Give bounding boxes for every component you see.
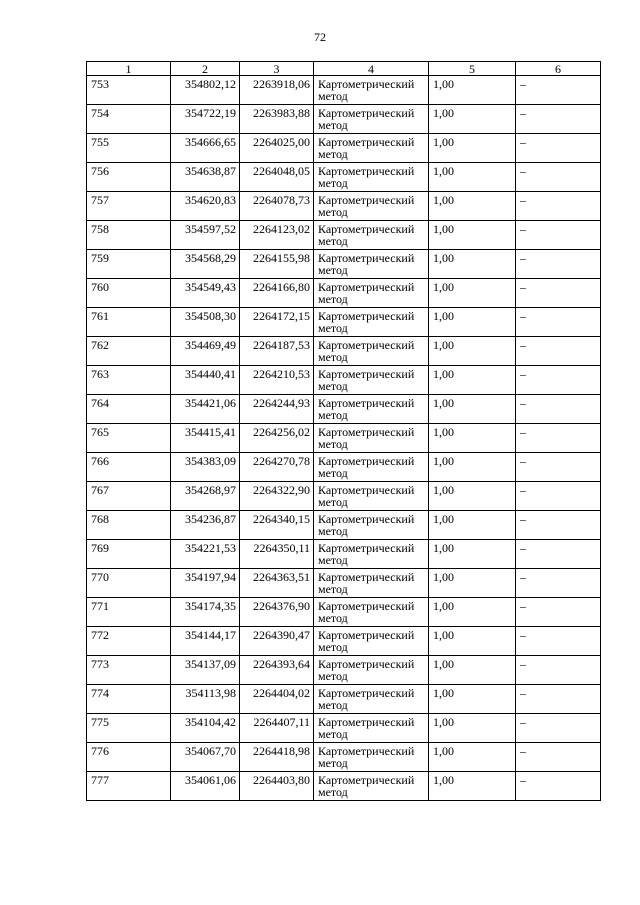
y-coordinate-cell: 2264340,15 xyxy=(240,511,314,540)
accuracy-cell: 1,00 xyxy=(429,714,516,743)
accuracy-cell: 1,00 xyxy=(429,627,516,656)
table-row xyxy=(87,192,601,221)
column-header: 1 xyxy=(87,62,171,76)
accuracy-cell: 1,00 xyxy=(429,656,516,685)
method-cell: Картометрический метод xyxy=(314,337,429,366)
method-cell: Картометрический метод xyxy=(314,76,429,105)
note-cell: – xyxy=(516,540,601,569)
method-cell: Картометрический метод xyxy=(314,366,429,395)
note-cell: – xyxy=(516,337,601,366)
method-cell: Картометрический метод xyxy=(314,192,429,221)
y-coordinate-cell: 2264418,98 xyxy=(240,743,314,772)
point-number-cell: 768 xyxy=(87,511,171,540)
table-row xyxy=(87,627,601,656)
accuracy-cell: 1,00 xyxy=(429,685,516,714)
note-cell: – xyxy=(516,250,601,279)
y-coordinate-cell: 2263983,88 xyxy=(240,105,314,134)
table-header xyxy=(87,62,601,76)
y-coordinate-cell: 2264403,80 xyxy=(240,772,314,801)
accuracy-cell: 1,00 xyxy=(429,453,516,482)
table-row xyxy=(87,134,601,163)
method-cell: Картометрический метод xyxy=(314,598,429,627)
note-cell: – xyxy=(516,598,601,627)
table-row xyxy=(87,656,601,685)
method-cell: Картометрический метод xyxy=(314,105,429,134)
y-coordinate-cell: 2264363,51 xyxy=(240,569,314,598)
point-number-cell: 770 xyxy=(87,569,171,598)
y-coordinate-cell: 2264244,93 xyxy=(240,395,314,424)
note-cell: – xyxy=(516,163,601,192)
point-number-cell: 774 xyxy=(87,685,171,714)
method-cell: Картометрический метод xyxy=(314,279,429,308)
y-coordinate-cell: 2264256,02 xyxy=(240,424,314,453)
note-cell: – xyxy=(516,105,601,134)
y-coordinate-cell: 2264123,02 xyxy=(240,221,314,250)
y-coordinate-cell: 2264078,73 xyxy=(240,192,314,221)
note-cell: – xyxy=(516,424,601,453)
point-number-cell: 765 xyxy=(87,424,171,453)
note-cell: – xyxy=(516,366,601,395)
table-row xyxy=(87,511,601,540)
y-coordinate-cell: 2264376,90 xyxy=(240,598,314,627)
note-cell: – xyxy=(516,627,601,656)
x-coordinate-cell: 354061,06 xyxy=(171,772,240,801)
accuracy-cell: 1,00 xyxy=(429,540,516,569)
column-header: 4 xyxy=(314,62,429,76)
x-coordinate-cell: 354236,87 xyxy=(171,511,240,540)
x-coordinate-cell: 354221,53 xyxy=(171,540,240,569)
point-number-cell: 777 xyxy=(87,772,171,801)
point-number-cell: 761 xyxy=(87,308,171,337)
point-number-cell: 757 xyxy=(87,192,171,221)
x-coordinate-cell: 354802,12 xyxy=(171,76,240,105)
note-cell: – xyxy=(516,482,601,511)
method-cell: Картометрический метод xyxy=(314,308,429,337)
x-coordinate-cell: 354113,98 xyxy=(171,685,240,714)
x-coordinate-cell: 354549,43 xyxy=(171,279,240,308)
x-coordinate-cell: 354104,42 xyxy=(171,714,240,743)
accuracy-cell: 1,00 xyxy=(429,395,516,424)
x-coordinate-cell: 354415,41 xyxy=(171,424,240,453)
accuracy-cell: 1,00 xyxy=(429,105,516,134)
table-row xyxy=(87,221,601,250)
accuracy-cell: 1,00 xyxy=(429,772,516,801)
note-cell: – xyxy=(516,134,601,163)
table-row xyxy=(87,685,601,714)
y-coordinate-cell: 2264404,02 xyxy=(240,685,314,714)
note-cell: – xyxy=(516,685,601,714)
x-coordinate-cell: 354137,09 xyxy=(171,656,240,685)
y-coordinate-cell: 2264210,53 xyxy=(240,366,314,395)
coordinates-table xyxy=(86,61,601,801)
note-cell: – xyxy=(516,453,601,482)
accuracy-cell: 1,00 xyxy=(429,424,516,453)
method-cell: Картометрический метод xyxy=(314,511,429,540)
point-number-cell: 753 xyxy=(87,76,171,105)
point-number-cell: 767 xyxy=(87,482,171,511)
method-cell: Картометрический метод xyxy=(314,250,429,279)
point-number-cell: 776 xyxy=(87,743,171,772)
x-coordinate-cell: 354469,49 xyxy=(171,337,240,366)
method-cell: Картометрический метод xyxy=(314,569,429,598)
accuracy-cell: 1,00 xyxy=(429,569,516,598)
x-coordinate-cell: 354067,70 xyxy=(171,743,240,772)
x-coordinate-cell: 354722,19 xyxy=(171,105,240,134)
accuracy-cell: 1,00 xyxy=(429,337,516,366)
note-cell: – xyxy=(516,714,601,743)
table-row xyxy=(87,308,601,337)
column-header: 3 xyxy=(240,62,314,76)
method-cell: Картометрический метод xyxy=(314,134,429,163)
table-row xyxy=(87,540,601,569)
accuracy-cell: 1,00 xyxy=(429,250,516,279)
method-cell: Картометрический метод xyxy=(314,163,429,192)
table-row xyxy=(87,337,601,366)
method-cell: Картометрический метод xyxy=(314,221,429,250)
x-coordinate-cell: 354666,65 xyxy=(171,134,240,163)
accuracy-cell: 1,00 xyxy=(429,743,516,772)
accuracy-cell: 1,00 xyxy=(429,366,516,395)
method-cell: Картометрический метод xyxy=(314,540,429,569)
y-coordinate-cell: 2264025,00 xyxy=(240,134,314,163)
point-number-cell: 760 xyxy=(87,279,171,308)
accuracy-cell: 1,00 xyxy=(429,134,516,163)
method-cell: Картометрический метод xyxy=(314,656,429,685)
x-coordinate-cell: 354638,87 xyxy=(171,163,240,192)
column-header: 6 xyxy=(516,62,601,76)
y-coordinate-cell: 2264166,80 xyxy=(240,279,314,308)
table-row xyxy=(87,569,601,598)
table-row xyxy=(87,163,601,192)
note-cell: – xyxy=(516,221,601,250)
y-coordinate-cell: 2264393,64 xyxy=(240,656,314,685)
method-cell: Картометрический метод xyxy=(314,685,429,714)
table-row xyxy=(87,453,601,482)
y-coordinate-cell: 2264172,15 xyxy=(240,308,314,337)
note-cell: – xyxy=(516,743,601,772)
point-number-cell: 775 xyxy=(87,714,171,743)
point-number-cell: 769 xyxy=(87,540,171,569)
table-row xyxy=(87,250,601,279)
note-cell: – xyxy=(516,308,601,337)
table-row xyxy=(87,424,601,453)
method-cell: Картометрический метод xyxy=(314,453,429,482)
note-cell: – xyxy=(516,656,601,685)
table-row xyxy=(87,366,601,395)
accuracy-cell: 1,00 xyxy=(429,279,516,308)
note-cell: – xyxy=(516,772,601,801)
table-row xyxy=(87,105,601,134)
method-cell: Картометрический метод xyxy=(314,424,429,453)
table-row xyxy=(87,743,601,772)
x-coordinate-cell: 354268,97 xyxy=(171,482,240,511)
x-coordinate-cell: 354383,09 xyxy=(171,453,240,482)
y-coordinate-cell: 2264407,11 xyxy=(240,714,314,743)
note-cell: – xyxy=(516,76,601,105)
x-coordinate-cell: 354174,35 xyxy=(171,598,240,627)
point-number-cell: 766 xyxy=(87,453,171,482)
y-coordinate-cell: 2264270,78 xyxy=(240,453,314,482)
y-coordinate-cell: 2264048,05 xyxy=(240,163,314,192)
x-coordinate-cell: 354597,52 xyxy=(171,221,240,250)
x-coordinate-cell: 354144,17 xyxy=(171,627,240,656)
y-coordinate-cell: 2264390,47 xyxy=(240,627,314,656)
table-row xyxy=(87,76,601,105)
y-coordinate-cell: 2263918,06 xyxy=(240,76,314,105)
point-number-cell: 756 xyxy=(87,163,171,192)
method-cell: Картометрический метод xyxy=(314,772,429,801)
accuracy-cell: 1,00 xyxy=(429,221,516,250)
method-cell: Картометрический метод xyxy=(314,395,429,424)
method-cell: Картометрический метод xyxy=(314,714,429,743)
note-cell: – xyxy=(516,511,601,540)
point-number-cell: 772 xyxy=(87,627,171,656)
x-coordinate-cell: 354440,41 xyxy=(171,366,240,395)
y-coordinate-cell: 2264350,11 xyxy=(240,540,314,569)
point-number-cell: 773 xyxy=(87,656,171,685)
point-number-cell: 763 xyxy=(87,366,171,395)
point-number-cell: 759 xyxy=(87,250,171,279)
point-number-cell: 762 xyxy=(87,337,171,366)
x-coordinate-cell: 354421,06 xyxy=(171,395,240,424)
column-header: 2 xyxy=(171,62,240,76)
point-number-cell: 758 xyxy=(87,221,171,250)
note-cell: – xyxy=(516,279,601,308)
accuracy-cell: 1,00 xyxy=(429,308,516,337)
point-number-cell: 754 xyxy=(87,105,171,134)
note-cell: – xyxy=(516,395,601,424)
accuracy-cell: 1,00 xyxy=(429,482,516,511)
table-row xyxy=(87,714,601,743)
x-coordinate-cell: 354508,30 xyxy=(171,308,240,337)
accuracy-cell: 1,00 xyxy=(429,511,516,540)
x-coordinate-cell: 354620,83 xyxy=(171,192,240,221)
note-cell: – xyxy=(516,569,601,598)
table-row xyxy=(87,598,601,627)
note-cell: – xyxy=(516,192,601,221)
accuracy-cell: 1,00 xyxy=(429,76,516,105)
table-row xyxy=(87,482,601,511)
method-cell: Картометрический метод xyxy=(314,482,429,511)
accuracy-cell: 1,00 xyxy=(429,163,516,192)
accuracy-cell: 1,00 xyxy=(429,598,516,627)
header-row xyxy=(87,62,601,76)
x-coordinate-cell: 354568,29 xyxy=(171,250,240,279)
table-row xyxy=(87,395,601,424)
point-number-cell: 771 xyxy=(87,598,171,627)
table-row xyxy=(87,279,601,308)
accuracy-cell: 1,00 xyxy=(429,192,516,221)
y-coordinate-cell: 2264322,90 xyxy=(240,482,314,511)
point-number-cell: 764 xyxy=(87,395,171,424)
table-row xyxy=(87,772,601,801)
method-cell: Картометрический метод xyxy=(314,743,429,772)
point-number-cell: 755 xyxy=(87,134,171,163)
column-header: 5 xyxy=(429,62,516,76)
y-coordinate-cell: 2264187,53 xyxy=(240,337,314,366)
y-coordinate-cell: 2264155,98 xyxy=(240,250,314,279)
table-body xyxy=(87,76,601,801)
page-number: 72 xyxy=(314,30,326,44)
method-cell: Картометрический метод xyxy=(314,627,429,656)
x-coordinate-cell: 354197,94 xyxy=(171,569,240,598)
